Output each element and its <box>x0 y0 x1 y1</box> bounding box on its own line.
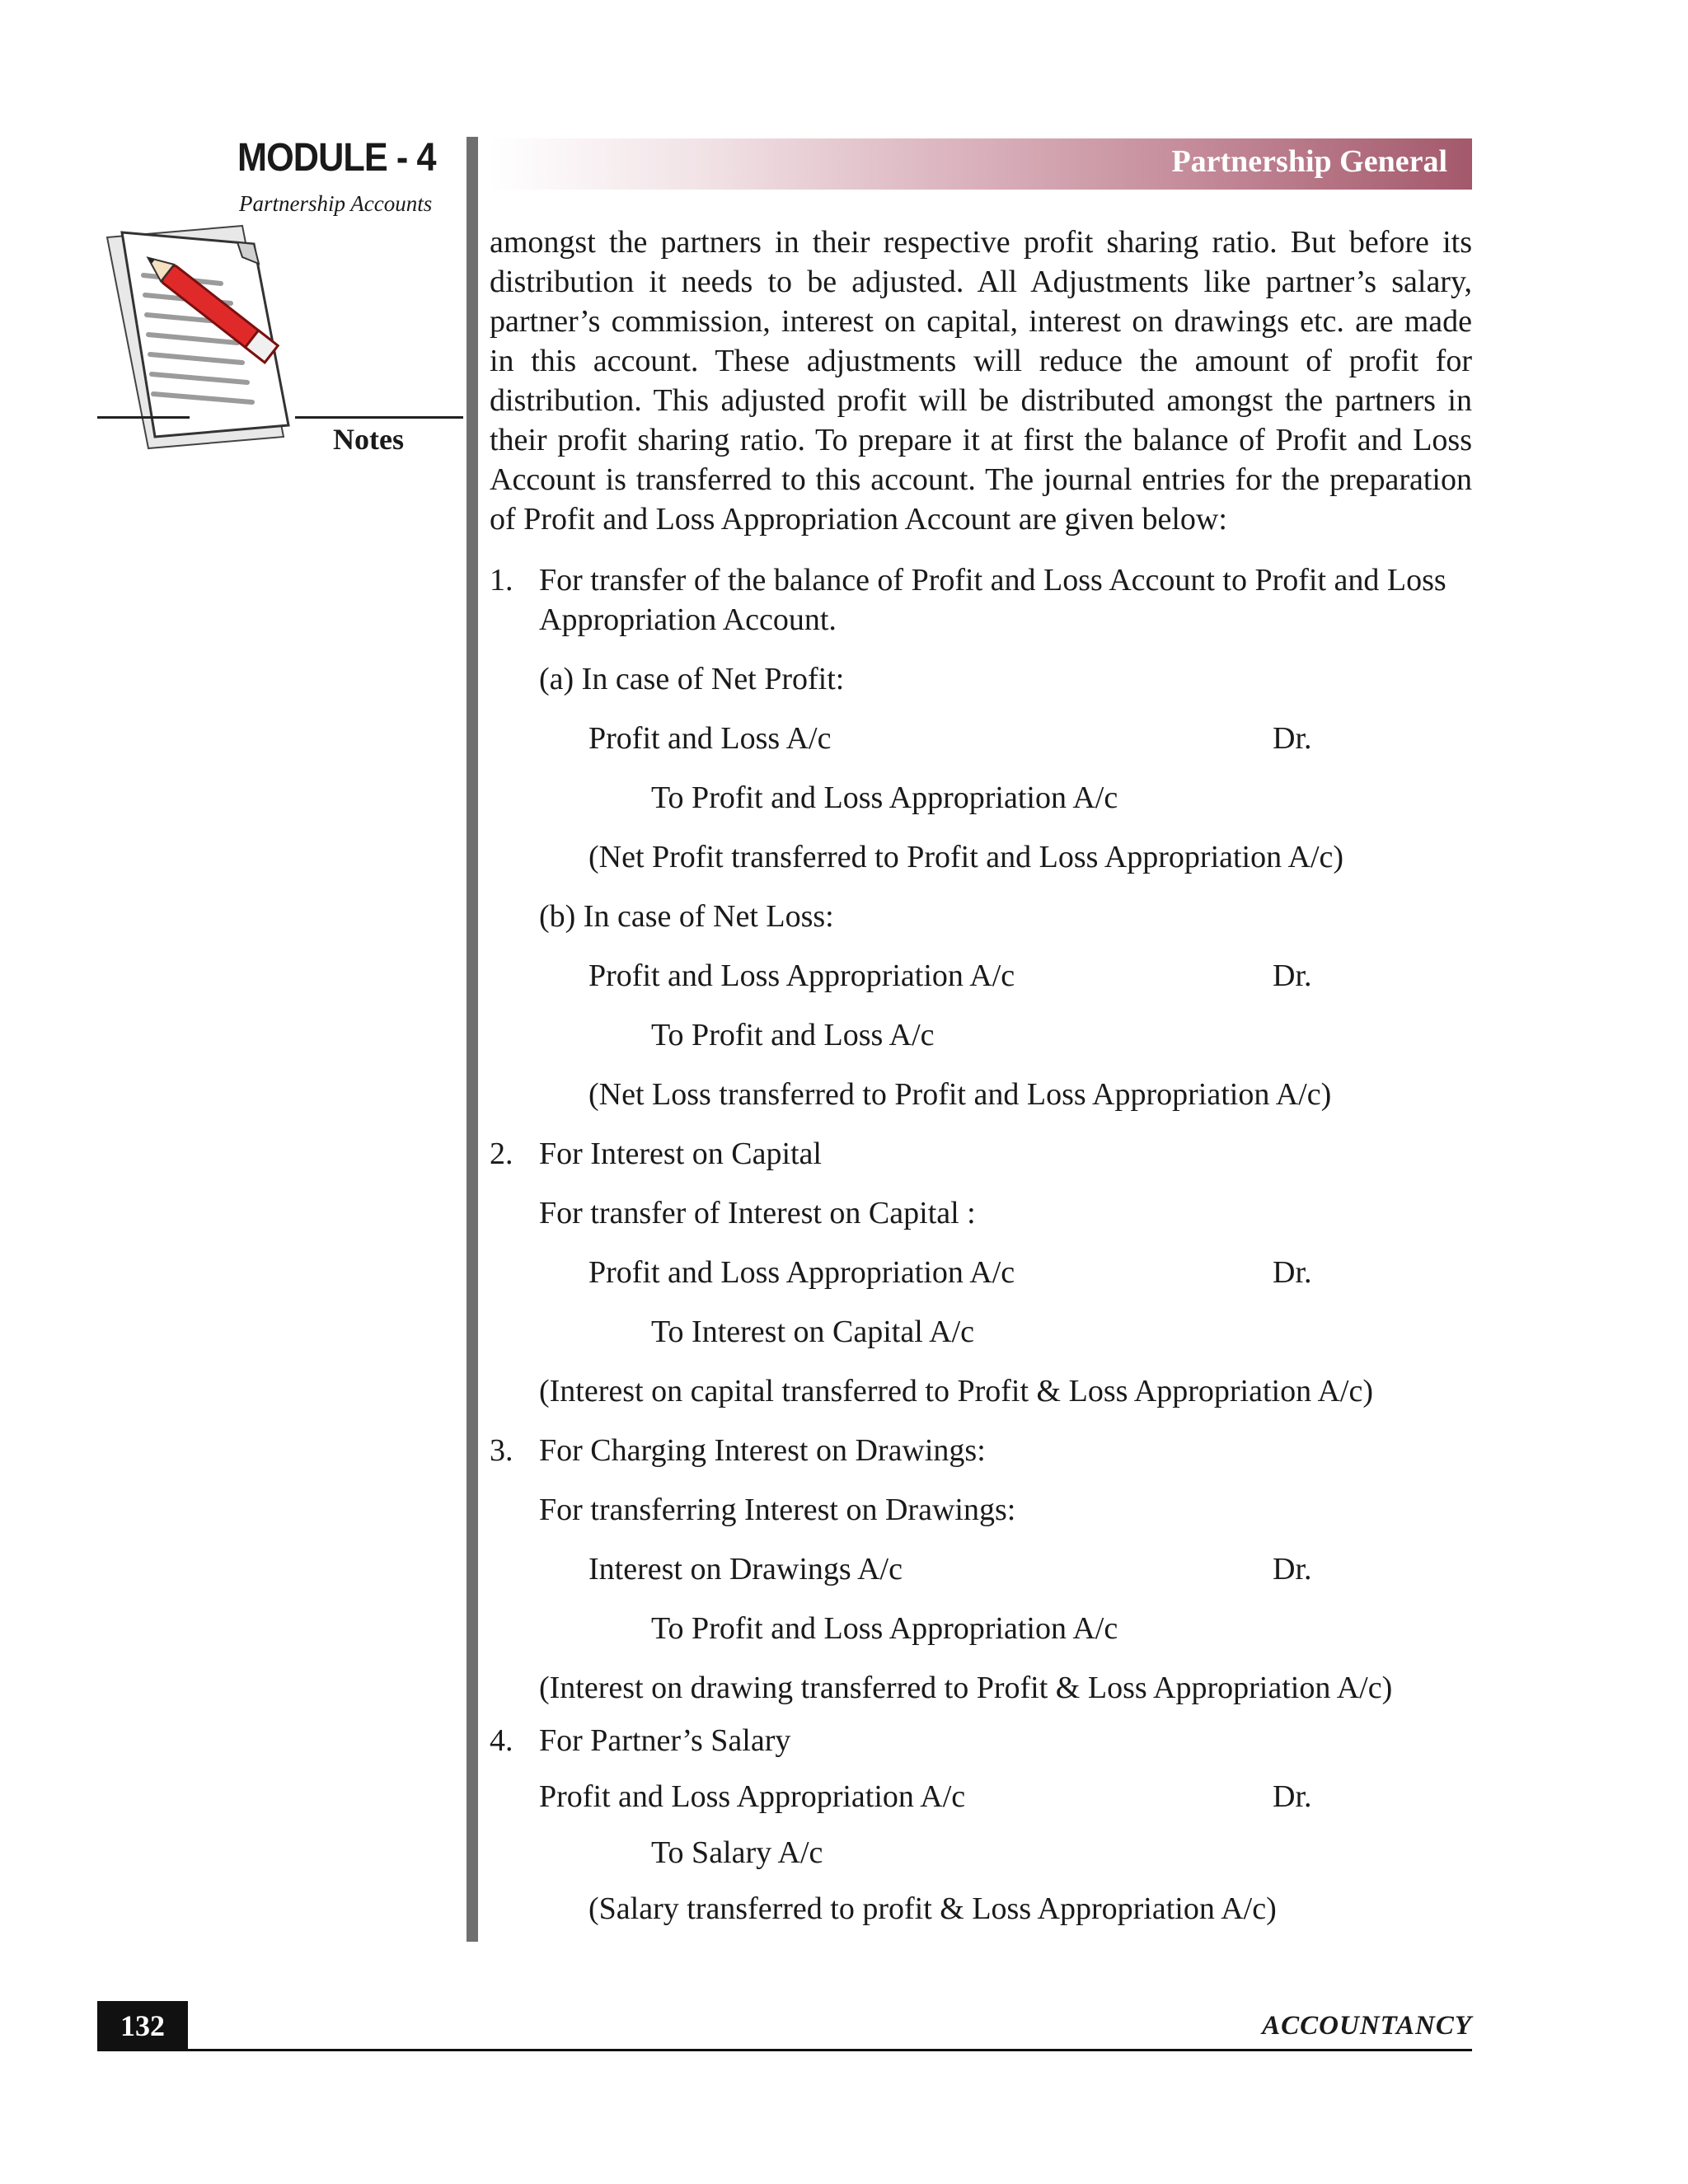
journal-narration: (Salary transferred to profit & Loss Appropriation A/c) <box>588 1891 1277 1926</box>
dr-label: Dr. <box>1273 1255 1312 1290</box>
notes-rule-right <box>295 416 463 419</box>
dr-label: Dr. <box>1273 1779 1312 1814</box>
subheading-net-loss: (b) In case of Net Loss: <box>539 899 834 934</box>
intro-paragraph: amongst the partners in their respective profit sharing ratio. But before its distribution it needs to be adjusted. All Adjustments like partner’s salary, partner’s commission, interest on capital, interest on drawings etc. are made in this account. These adjustments will reduce the amount of profit for distribution. This adjusted profit will be distributed amongst the partners in their profit sharing ratio. To prepare it at first the balance of Profit and Loss Account is transferred to this account. The journal entries for the preparation of Profit and Loss Appropriation Account are given below: <box>490 225 1472 537</box>
list-item-title: For Interest on Capital <box>539 1137 822 1171</box>
journal-narration: (Interest on capital transferred to Profit & Loss Appropriation A/c) <box>539 1374 1374 1408</box>
dr-label: Dr. <box>1273 1552 1312 1586</box>
journal-narration: (Net Loss transferred to Profit and Loss Appropriation A/c) <box>588 1077 1332 1112</box>
list-item-subtitle: For transferring Interest on Drawings: <box>539 1493 1016 1527</box>
list-number: 3. <box>490 1433 513 1468</box>
notes-label: Notes <box>333 423 404 456</box>
module-subtitle: Partnership Accounts <box>239 191 433 216</box>
journal-debit-line: Profit and Loss Appropriation A/c Dr. <box>588 956 1472 996</box>
list-number: 1. <box>490 563 513 598</box>
list-item-title: For Charging Interest on Drawings: <box>539 1433 986 1468</box>
margin-divider <box>467 137 478 1942</box>
journal-debit-line: Interest on Drawings A/c Dr. <box>588 1549 1472 1589</box>
chapter-header <box>490 138 1472 190</box>
list-item-3 <box>490 1431 1472 1470</box>
main-content <box>490 223 1472 1929</box>
list-number: 4. <box>490 1723 513 1758</box>
notes-rule-left <box>97 416 190 419</box>
journal-debit-line: Profit and Loss Appropriation A/c Dr. <box>588 1253 1472 1292</box>
page-number: 132 <box>97 2001 188 2050</box>
journal-credit-line: To Profit and Loss A/c <box>651 1018 935 1052</box>
journal-debit-line: Profit and Loss A/c Dr. <box>588 719 1472 758</box>
book-title: ACCOUNTANCY <box>1262 2011 1472 2041</box>
dr-label: Dr. <box>1273 958 1312 993</box>
journal-narration: (Net Profit transferred to Profit and Loss Appropriation A/c) <box>588 840 1344 874</box>
list-item-1 <box>490 560 1472 640</box>
list-item-subtitle: For transfer of Interest on Capital : <box>539 1196 976 1230</box>
list-item-title: For Partner’s Salary <box>539 1723 791 1758</box>
subheading-net-profit: (a) In case of Net Profit: <box>539 662 845 696</box>
list-item-text: For transfer of the balance of Profit and Loss Account to Profit and Loss Appropriation Account. <box>539 563 1447 637</box>
journal-credit-line: To Profit and Loss Appropriation A/c <box>651 1611 1118 1646</box>
list-number: 2. <box>490 1137 513 1171</box>
journal-credit-line: To Interest on Capital A/c <box>651 1315 975 1349</box>
footer-rule <box>97 2049 1472 2051</box>
dr-label: Dr. <box>1273 721 1312 756</box>
module-title: MODULE - 4 <box>237 136 436 180</box>
list-item-2 <box>490 1134 1472 1174</box>
chapter-title: Partnership General <box>1171 144 1447 179</box>
journal-credit-line: To Profit and Loss Appropriation A/c <box>651 780 1118 815</box>
journal-credit-line: To Salary A/c <box>651 1835 823 1870</box>
journal-debit-line: Profit and Loss Appropriation A/c Dr. <box>539 1777 1472 1816</box>
journal-narration: (Interest on drawing transferred to Profit & Loss Appropriation A/c) <box>539 1671 1393 1705</box>
list-item-4 <box>490 1721 1472 1760</box>
